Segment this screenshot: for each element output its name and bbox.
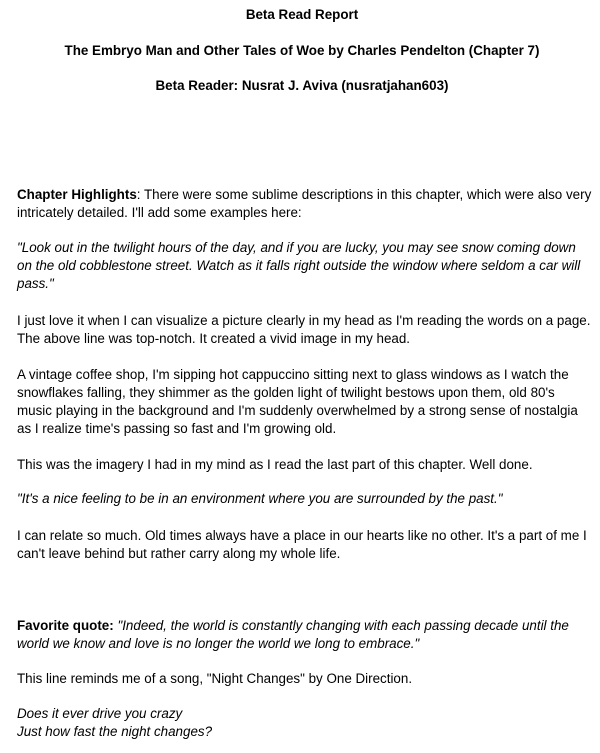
report-title: Beta Read Report [245, 7, 359, 22]
beta-reader-line: Beta Reader: Nusrat J. Aviva (nusratjahan603) [155, 78, 449, 93]
highlight-comment-2: This was the imagery I had in my mind as I read the last part of this chapter. Well done. [17, 457, 533, 472]
favorite-quote-text: "Indeed, the world is constantly changing with each passing decade until the world we know and love is no longer the world we long to embrace." [17, 618, 569, 651]
lyric-line-2: Just how fast the night changes? [17, 724, 213, 739]
favorite-quote-label: Favorite quote: [17, 618, 114, 633]
highlight-quote-2: "It's a nice feeling to be in an environment where you are surrounded by the past." [17, 491, 503, 506]
favorite-quote-paragraph [17, 617, 592, 653]
book-chapter-title: The Embryo Man and Other Tales of Woe by Charles Pendelton (Chapter 7) [64, 43, 540, 58]
highlight-comment-3: I can relate so much. Old times always have a place in our hearts like no other. It's a part of me I can't leave behind but rather carry along my whole life. [17, 528, 587, 561]
highlights-label: Chapter Highlights [17, 187, 137, 202]
highlights-intro: : There were some sublime descriptions in this chapter, which were also very intricately detailed. I'll add some examples here: [17, 187, 592, 220]
highlight-comment-1: I just love it when I can visualize a picture clearly in my head as I'm reading the words on a page. The above line was top-notch. It created a vivid image in my head. [17, 313, 591, 346]
highlight-quote-1: "Look out in the twilight hours of the day, and if you are lucky, you may see snow coming down on the old cobblestone street. Watch as it falls right outside the window where seldom a car will pass." [17, 240, 581, 291]
favorite-comment: This line reminds me of a song, "Night Changes" by One Direction. [17, 671, 413, 686]
imagery-paragraph: A vintage coffee shop, I'm sipping hot cappuccino sitting next to glass windows as I watch the snowflakes falling, they shimmer as the golden light of twilight bestows upon them, old 80's music playing in the background and I'm suddenly overwhelmed by a strong sense of nostalgia as I realize time's passing so fast and I'm growing old. [17, 367, 578, 436]
lyric-line-1: Does it ever drive you crazy [17, 706, 183, 721]
highlights-paragraph [17, 186, 592, 222]
song-lyrics [17, 705, 592, 741]
